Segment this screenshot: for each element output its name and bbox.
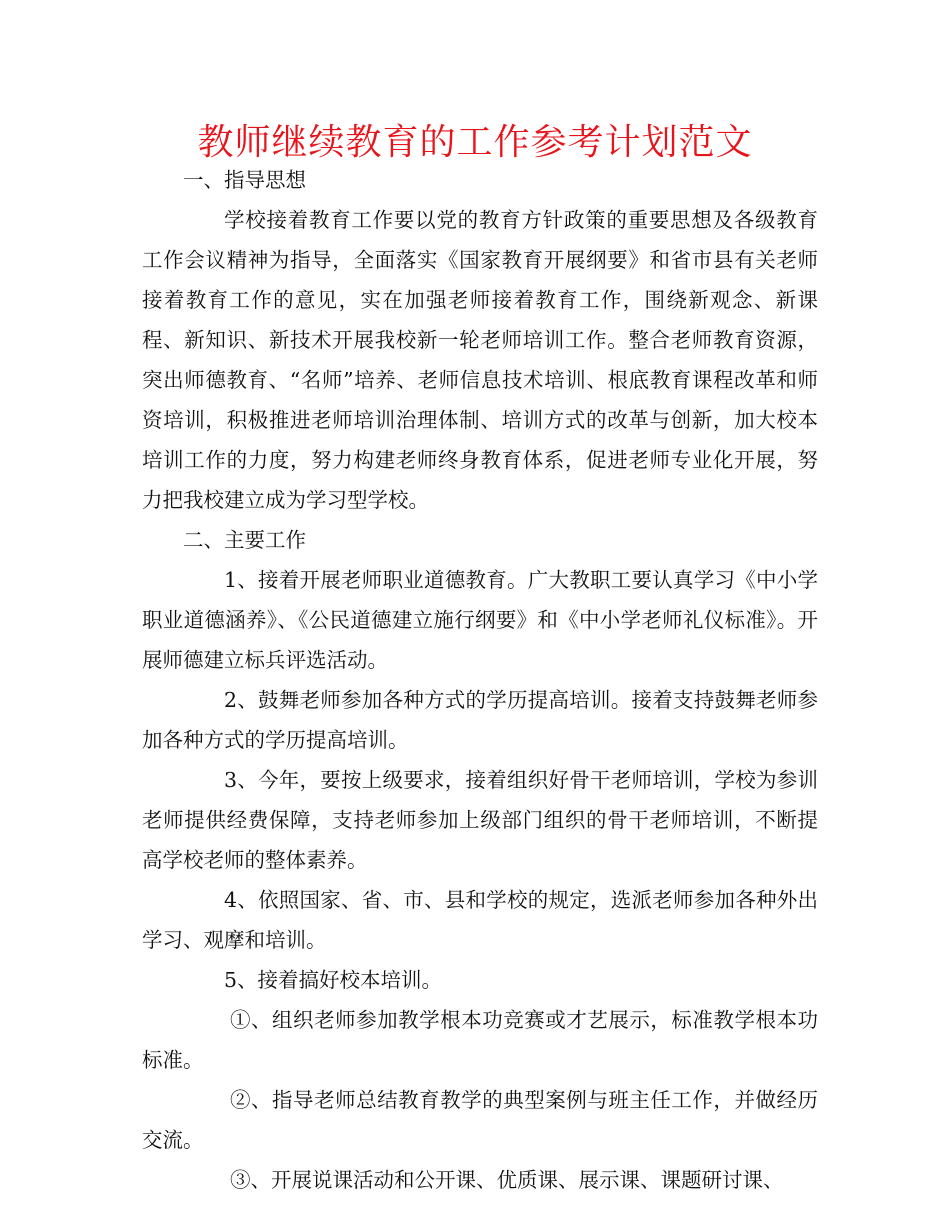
body-paragraph: 5、接着搞好校本培训。 bbox=[224, 968, 443, 992]
section-heading: 二、主要工作 bbox=[183, 528, 306, 552]
body-paragraph: 学校接着教育工作要以党的教育方针政策的重要思想及各级教育工作会议精神为指导，全面落实《国家教育开展纲要》和省市县有关老师接着教育工作的意见，实在加强老师接着教育工作，围绕新观念、新课程、新知识、新技术开展我校新一轮老师培训工作。整合老师教育资源，突出师德教育、“名师”培养、老师信息技术培训、根底教育课程改革和师资培训，积极推进老师培训治理体制、培训方式的改革与创新，加大校本培训工作的力度，努力构建老师终身教育体系，促进老师专业化开展，努力把我校建立成为学习型学校。 bbox=[142, 208, 818, 512]
body-paragraph: ①、组织老师参加教学根本功竞赛或才艺展示，标准教学根本功标准。 bbox=[142, 1008, 818, 1072]
body-paragraph: 3、今年，要按上级要求，接着组织好骨干老师培训，学校为参训老师提供经费保障，支持老师参加上级部门组织的骨干老师培训，不断提高学校老师的整体素养。 bbox=[142, 768, 818, 872]
section-heading: 一、指导思想 bbox=[183, 168, 306, 192]
body-paragraph: 2、鼓舞老师参加各种方式的学历提高培训。接着支持鼓舞老师参加各种方式的学历提高培训。 bbox=[142, 688, 818, 752]
document-body bbox=[142, 160, 818, 1200]
body-paragraph: 1、接着开展老师职业道德教育。广大教职工要认真学习《中小学职业道德涵养》、《公民道德建立施行纲要》和《中小学老师礼仪标准》。开展师德建立标兵评选活动。 bbox=[142, 568, 818, 672]
body-paragraph: ③、开展说课活动和公开课、优质课、展示课、课题研讨课、 bbox=[230, 1168, 784, 1192]
body-paragraph: ②、指导老师总结教育教学的典型案例与班主任工作，并做经历交流。 bbox=[142, 1088, 818, 1152]
body-paragraph: 4、依照国家、省、市、县和学校的规定，选派老师参加各种外出学习、观摩和培训。 bbox=[142, 888, 818, 952]
document-title: 教师继续教育的工作参考计划范文 bbox=[197, 122, 753, 163]
